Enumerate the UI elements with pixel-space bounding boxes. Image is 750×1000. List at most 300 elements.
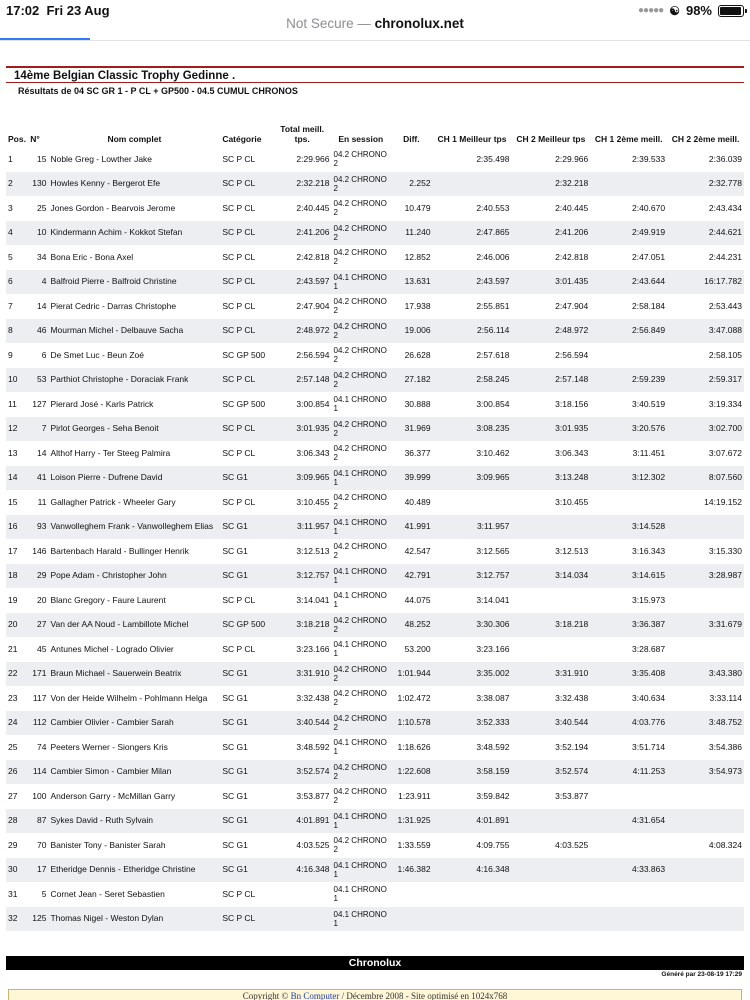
cell-pos: 14 (6, 466, 28, 491)
cell-session: 04.2 CHRONO 2 (333, 297, 387, 316)
table-row (6, 417, 744, 442)
cell-pos: 31 (8, 888, 18, 899)
cell-pos: 19 (8, 594, 18, 605)
cell-total: 2:43.597 (273, 270, 332, 295)
table-row (6, 343, 744, 368)
cell-pos: 9 (8, 349, 13, 360)
cell-name: Banister Tony - Banister Sarah (50, 839, 166, 850)
cell-category: SC G1 (222, 545, 248, 556)
cell-ch1-best: 3:38.087 (476, 692, 510, 703)
cell-total: 4:01.891 (273, 809, 332, 834)
cell-category: SC GP 500 (220, 613, 273, 638)
cell-ch2-best (511, 809, 590, 834)
cell-name: Althof Harry - Ter Steeg Palmira (50, 447, 171, 458)
cell-session: 04.2 CHRONO 2 (332, 368, 391, 393)
cell-ch2-second (667, 588, 744, 613)
cell-ch2-best: 3:14.034 (511, 564, 590, 589)
cell-ch1-second: 3:35.408 (590, 662, 667, 687)
cell-ch1-best: 2:56.114 (433, 319, 512, 344)
cell-ch2-best: 3:10.455 (555, 496, 589, 507)
cell-session: 04.2 CHRONO 2 (333, 493, 387, 512)
cell-pos: 13 (8, 447, 18, 458)
cell-category: SC P CL (220, 270, 273, 295)
col-header-ch2-best: CH 2 Meilleur tps (516, 134, 586, 144)
cell-num: 70 (36, 839, 47, 850)
cell-name: Cornet Jean - Seret Sebastien (50, 888, 165, 899)
cell-ch1-second: 4:03.776 (590, 711, 667, 736)
cell-ch2-second: 2:44.621 (667, 221, 744, 246)
cell-session: 04.1 CHRONO 1 (333, 395, 387, 414)
cell-ch2-best: 2:41.206 (511, 221, 590, 246)
cell-session: 04.1 CHRONO 1 (333, 738, 387, 757)
cell-total: 2:41.206 (273, 221, 332, 246)
cell-pos: 25 (8, 741, 18, 752)
cell-num: 25 (36, 202, 47, 213)
cell-ch2-best (511, 637, 590, 662)
cell-diff: 1:18.626 (397, 741, 431, 752)
cell-ch1-best (433, 172, 512, 197)
cell-ch1-second: 2:49.919 (590, 221, 667, 246)
table-row (6, 637, 744, 662)
cell-pos: 16 (6, 515, 28, 540)
address-bar[interactable] (0, 16, 750, 38)
cell-session: 04.1 CHRONO 1 (332, 564, 391, 589)
cell-ch1-second: 3:15.973 (632, 594, 666, 605)
cell-category: SC GP 500 (222, 398, 266, 409)
cell-num: 14 (36, 300, 47, 311)
cell-session: 04.1 CHRONO 1 (332, 466, 391, 491)
cell-session: 04.2 CHRONO 2 (333, 150, 387, 169)
cell-ch2-best: 3:06.343 (555, 447, 589, 458)
cell-diff: 40.489 (404, 496, 431, 507)
cell-ch1-second: 3:12.302 (590, 466, 667, 491)
cell-pos: 23 (8, 692, 18, 703)
cell-pos: 8 (6, 319, 28, 344)
table-row (6, 613, 744, 638)
table-row (6, 686, 744, 711)
cell-name: Cambier Olivier - Cambier Sarah (48, 711, 220, 736)
cell-diff: 44.075 (404, 594, 431, 605)
cell-ch1-second: 3:20.576 (590, 417, 667, 442)
cell-session: 04.1 CHRONO 1 (332, 809, 391, 834)
cell-name: Balfroid Pierre - Balfroid Christine (48, 270, 220, 295)
cell-session: 04.2 CHRONO 2 (332, 711, 391, 736)
cell-name: Von der Heide Wilhelm - Pohlmann Helga (50, 692, 208, 703)
cell-session: 04.2 CHRONO 2 (333, 689, 387, 708)
cell-ch1-second: 4:11.253 (590, 760, 667, 785)
cell-ch1-second: 2:39.533 (632, 153, 666, 164)
cell-diff: 26.628 (404, 349, 431, 360)
cell-session: 04.2 CHRONO 2 (332, 662, 391, 687)
page-title: 14ème Belgian Classic Trophy Gedinne . (14, 70, 236, 82)
cell-name: Jones Gordon - Bearvois Jerome (50, 202, 176, 213)
cell-category: SC P CL (220, 221, 273, 246)
table-row (6, 172, 744, 197)
table-row (6, 270, 744, 295)
table-row (6, 466, 744, 491)
cell-category: SC GP 500 (222, 349, 266, 360)
table-row (6, 858, 744, 883)
cell-category: SC G1 (220, 564, 273, 589)
cell-ch1-second: 3:40.519 (632, 398, 666, 409)
page-subtitle: Résultats de 04 SC GR 1 - P CL + GP500 - 04.5 CUMUL CHRONOS (18, 86, 298, 96)
cell-category: SC P CL (222, 202, 256, 213)
battery-percent: 98% (685, 3, 712, 18)
table-row (6, 809, 744, 834)
cell-category: SC P CL (222, 153, 256, 164)
cell-ch1-second: 3:11.451 (632, 447, 666, 458)
cell-total: 2:40.445 (296, 202, 330, 213)
cell-diff: 19.006 (390, 319, 432, 344)
cell-name: Pirlot Georges - Seha Benoit (48, 417, 220, 442)
cell-total (273, 882, 332, 907)
cell-diff: 1:02.472 (397, 692, 431, 703)
cell-ch1-best: 2:47.865 (433, 221, 512, 246)
table-row (6, 294, 744, 319)
copyright-prefix: Copyright © (242, 991, 291, 1000)
cell-pos: 24 (6, 711, 28, 736)
cell-diff: 1:22.608 (390, 760, 432, 785)
table-header-row (6, 120, 744, 147)
cell-ch2-second: 2:58.105 (708, 349, 742, 360)
cell-diff: 42.547 (404, 545, 431, 556)
cell-name: Etheridge Dennis - Etheridge Christine (48, 858, 220, 883)
cell-ch2-best: 3:52.194 (555, 741, 589, 752)
cell-category: SC G1 (220, 711, 273, 736)
cell-ch2-best: 2:40.445 (555, 202, 589, 213)
cell-category: SC P CL (220, 907, 273, 932)
cell-num: 93 (28, 515, 48, 540)
cell-num: 171 (28, 662, 48, 687)
cell-category: SC G1 (220, 466, 273, 491)
cell-ch2-second: 16:17.782 (667, 270, 744, 295)
cell-pos: 18 (6, 564, 28, 589)
cell-pos: 4 (6, 221, 28, 246)
cell-pos: 11 (8, 398, 17, 409)
cell-name: Pierard José - Karls Patrick (50, 398, 154, 409)
cell-ch2-second: 3:28.987 (667, 564, 744, 589)
cell-diff: 2.252 (390, 172, 432, 197)
cell-ch1-second (590, 833, 667, 858)
cell-num: 4 (28, 270, 48, 295)
cell-session: 04.2 CHRONO 2 (333, 836, 387, 855)
cell-ch2-best (511, 882, 590, 907)
cell-ch2-second: 3:54.973 (667, 760, 744, 785)
cell-ch2-best: 3:53.877 (555, 790, 589, 801)
cell-diff: 27.182 (390, 368, 432, 393)
cell-category: SC G1 (222, 741, 248, 752)
cell-pos: 29 (8, 839, 18, 850)
cell-ch1-best: 3:48.592 (476, 741, 510, 752)
cell-ch1-best: 2:35.498 (476, 153, 510, 164)
cell-category: SC P CL (222, 496, 256, 507)
cell-session: 04.2 CHRONO 2 (332, 613, 391, 638)
cell-ch2-second: 4:08.324 (708, 839, 742, 850)
cell-pos: 22 (6, 662, 28, 687)
cell-diff: 30.888 (404, 398, 431, 409)
cell-ch2-best: 2:42.818 (555, 251, 589, 262)
cell-ch1-best: 3:30.306 (433, 613, 512, 638)
cell-pos: 2 (6, 172, 28, 197)
cell-ch2-second: 3:02.700 (667, 417, 744, 442)
cell-category: SC P CL (222, 447, 256, 458)
cell-name: Mourman Michel - Delbauve Sacha (48, 319, 220, 344)
cell-ch2-best: 3:01.935 (511, 417, 590, 442)
cell-ch1-best: 3:12.757 (433, 564, 512, 589)
cell-ch1-best: 3:58.159 (433, 760, 512, 785)
cell-pos: 10 (6, 368, 28, 393)
cell-ch1-best: 3:12.565 (476, 545, 510, 556)
cell-session: 04.2 CHRONO 2 (332, 221, 391, 246)
cell-ch2-second: 14:19.152 (704, 496, 742, 507)
cell-ch2-second (667, 907, 744, 932)
cell-diff: 48.252 (390, 613, 432, 638)
cell-total: 3:48.592 (296, 741, 330, 752)
cell-diff: 31.969 (390, 417, 432, 442)
cell-ch2-best (511, 515, 590, 540)
table-row (6, 490, 744, 515)
cell-num: 127 (32, 398, 47, 409)
cell-total: 2:47.904 (296, 300, 330, 311)
cell-session: 04.2 CHRONO 2 (332, 172, 391, 197)
cell-ch2-second (667, 858, 744, 883)
cell-ch2-best: 3:13.248 (511, 466, 590, 491)
cell-diff: 13.631 (390, 270, 432, 295)
cell-ch2-best (511, 858, 590, 883)
cell-name: Antunes Michel - Logrado Olivier (50, 643, 174, 654)
table-row (6, 147, 744, 172)
cell-num: 6 (41, 349, 47, 360)
col-header-diff: Diff. (403, 134, 420, 144)
cell-ch1-second: 2:43.644 (590, 270, 667, 295)
cell-category: SC G1 (220, 662, 273, 687)
cell-total: 3:10.455 (296, 496, 330, 507)
cell-pos: 6 (6, 270, 28, 295)
cell-num: 34 (36, 251, 47, 262)
cell-ch1-best (433, 907, 512, 932)
cell-total: 3:40.544 (273, 711, 332, 736)
cell-ch2-best: 2:57.148 (511, 368, 590, 393)
cell-num: 27 (28, 613, 48, 638)
cell-ch1-best (433, 882, 512, 907)
cell-name: Pope Adam - Christopher John (48, 564, 220, 589)
cell-session: 04.1 CHRONO 1 (332, 270, 391, 295)
cell-ch2-second (667, 784, 744, 809)
cell-pos: 12 (6, 417, 28, 442)
cell-ch1-second: 2:59.239 (590, 368, 667, 393)
cell-total: 3:53.877 (296, 790, 330, 801)
cell-name: Howles Kenny - Bergerot Efe (48, 172, 220, 197)
cell-ch2-best: 4:03.525 (555, 839, 589, 850)
col-header-name: Nom complet (107, 134, 162, 144)
col-header-ch1-second: CH 1 2ème meill. (594, 134, 663, 144)
cell-num: 112 (28, 711, 48, 736)
cell-name: Gallagher Patrick - Wheeler Gary (50, 496, 176, 507)
cell-ch2-second: 2:36.039 (708, 153, 742, 164)
cell-total: 3:18.218 (273, 613, 332, 638)
cell-session: 04.2 CHRONO 2 (332, 319, 391, 344)
cell-category: SC P CL (222, 594, 256, 605)
cell-ch1-second: 3:14.615 (590, 564, 667, 589)
cell-total: 2:42.818 (296, 251, 330, 262)
cell-session: 04.2 CHRONO 2 (332, 417, 391, 442)
cell-name: Parthiot Christophe - Doraciak Frank (48, 368, 220, 393)
cell-category: SC P CL (222, 888, 256, 899)
cell-num: 7 (28, 417, 48, 442)
cell-ch1-best: 2:58.245 (433, 368, 512, 393)
bn-computer-link[interactable]: Bn Computer (290, 991, 340, 1000)
cell-ch1-second (590, 907, 667, 932)
cell-ch1-best: 2:40.553 (476, 202, 510, 213)
cell-session: 04.2 CHRONO 2 (333, 542, 387, 561)
cell-total: 2:56.594 (296, 349, 330, 360)
cell-total: 3:31.910 (273, 662, 332, 687)
cell-ch1-second (590, 172, 667, 197)
cell-ch1-best: 3:00.854 (476, 398, 510, 409)
cell-category: SC P CL (222, 643, 256, 654)
cell-name: Braun Michael - Sauerwein Beatrix (48, 662, 220, 687)
cell-diff: 53.200 (404, 643, 431, 654)
cell-total: 3:14.041 (296, 594, 330, 605)
table-row (6, 196, 744, 221)
cell-diff: 1:31.925 (390, 809, 432, 834)
cell-category: SC P CL (220, 417, 273, 442)
cell-diff (390, 907, 432, 932)
cell-num: 11 (37, 496, 47, 507)
cell-ch1-best: 3:14.041 (476, 594, 510, 605)
cell-ch2-second (667, 809, 744, 834)
cell-ch1-best: 2:43.597 (433, 270, 512, 295)
cell-diff: 1:10.578 (390, 711, 432, 736)
cell-pos: 27 (8, 790, 18, 801)
table-row (6, 515, 744, 540)
cell-total: 3:09.965 (273, 466, 332, 491)
cell-ch1-second: 2:40.670 (632, 202, 666, 213)
cell-category: SC G1 (222, 790, 248, 801)
cell-num: 87 (28, 809, 48, 834)
toolbar-divider (0, 40, 750, 41)
table-row (6, 368, 744, 393)
cell-category: SC G1 (220, 760, 273, 785)
cell-total: 4:03.525 (296, 839, 330, 850)
cell-ch1-second: 2:47.051 (632, 251, 666, 262)
security-label: Not Secure — (286, 16, 375, 31)
cell-ch1-best: 2:46.006 (476, 251, 510, 262)
cell-ch1-second: 3:51.714 (632, 741, 666, 752)
battery-icon (718, 5, 744, 17)
cell-num: 117 (32, 692, 47, 703)
cell-name: Peeters Werner - Siongers Kris (50, 741, 168, 752)
table-row (6, 833, 744, 858)
cell-ch2-second: 2:43.434 (708, 202, 742, 213)
cell-ch2-best: 3:18.156 (555, 398, 589, 409)
col-header-session: En session (338, 134, 384, 144)
cell-session: 04.2 CHRONO 2 (333, 346, 387, 365)
cell-total: 2:32.218 (273, 172, 332, 197)
cell-diff: 17.938 (404, 300, 431, 311)
cell-total: 3:12.513 (296, 545, 330, 556)
cell-ch2-best: 2:56.594 (555, 349, 589, 360)
cell-num: 100 (32, 790, 47, 801)
cell-session: 04.1 CHRONO 1 (332, 858, 391, 883)
cell-pos: 15 (8, 496, 18, 507)
status-time: 17:02 Fri 23 Aug (6, 3, 110, 18)
cell-session: 04.2 CHRONO 2 (333, 248, 387, 267)
cell-ch1-best: 4:16.348 (433, 858, 512, 883)
cell-ch2-second: 3:15.330 (708, 545, 742, 556)
cell-diff (390, 882, 432, 907)
table-row (6, 662, 744, 687)
cell-total: 2:48.972 (273, 319, 332, 344)
cell-name: Kindermann Achim - Kokkot Stefan (48, 221, 220, 246)
table-row (6, 539, 744, 564)
cell-name: Noble Greg - Lowther Jake (50, 153, 153, 164)
cell-ch2-best: 3:40.544 (511, 711, 590, 736)
cell-ch1-second: 4:33.863 (590, 858, 667, 883)
cell-name: Bona Eric - Bona Axel (50, 251, 134, 262)
cell-diff: 41.991 (390, 515, 432, 540)
cell-ch2-best (511, 588, 590, 613)
cell-name: Pierat Cedric - Darras Christophe (50, 300, 177, 311)
cell-ch2-best: 3:18.218 (511, 613, 590, 638)
cell-ch1-best: 4:01.891 (433, 809, 512, 834)
cell-ch1-best: 3:59.842 (476, 790, 510, 801)
cell-category: SC P CL (220, 368, 273, 393)
cell-ch1-second (590, 882, 667, 907)
cell-total: 3:32.438 (296, 692, 330, 703)
cell-ch1-second (590, 490, 667, 515)
cell-num: 29 (28, 564, 48, 589)
cell-name: De Smet Luc - Beun Zoé (50, 349, 144, 360)
cell-ch1-best (433, 490, 512, 515)
cell-pos: 7 (8, 300, 13, 311)
wifi-icon: ☯ (669, 3, 680, 18)
cell-ch1-second: 2:56.849 (590, 319, 667, 344)
cell-diff: 1:01.944 (390, 662, 432, 687)
table-row (6, 735, 744, 760)
cell-ch2-second: 3:54.386 (708, 741, 742, 752)
copyright-footer (8, 989, 742, 1000)
cell-name: Cambier Simon - Cambier Milan (48, 760, 220, 785)
cell-session: 04.1 CHRONO 1 (332, 515, 391, 540)
table-row (6, 564, 744, 589)
cell-ch1-second: 3:14.528 (590, 515, 667, 540)
table-row (6, 760, 744, 785)
table-row (6, 245, 744, 270)
cell-diff: 36.377 (404, 447, 431, 458)
cell-ch2-second: 2:53.443 (708, 300, 742, 311)
cell-ch2-second: 3:07.672 (708, 447, 742, 458)
cell-total: 3:06.343 (296, 447, 330, 458)
cell-ch2-best: 3:31.910 (511, 662, 590, 687)
cell-total: 3:12.757 (273, 564, 332, 589)
col-header-total: Total meill. tps. (280, 124, 325, 144)
cell-ch1-best: 3:10.462 (476, 447, 510, 458)
col-header-category: Catégorie (222, 134, 262, 144)
cell-category: SC G1 (220, 515, 273, 540)
cell-num: 130 (28, 172, 48, 197)
cell-pos: 3 (8, 202, 13, 213)
table-row (6, 588, 744, 613)
cell-ch1-best: 3:23.166 (476, 643, 510, 654)
cell-diff: 11.240 (390, 221, 432, 246)
cell-name: Blanc Gregory - Faure Laurent (50, 594, 166, 605)
cell-category: SC G1 (222, 839, 248, 850)
cell-ch2-best: 3:32.438 (555, 692, 589, 703)
cell-total: 2:29.966 (296, 153, 330, 164)
cell-ch1-second: 3:28.687 (632, 643, 666, 654)
copyright-suffix: / Décembre 2008 - Site optimisé en 1024x768 (339, 991, 508, 1000)
